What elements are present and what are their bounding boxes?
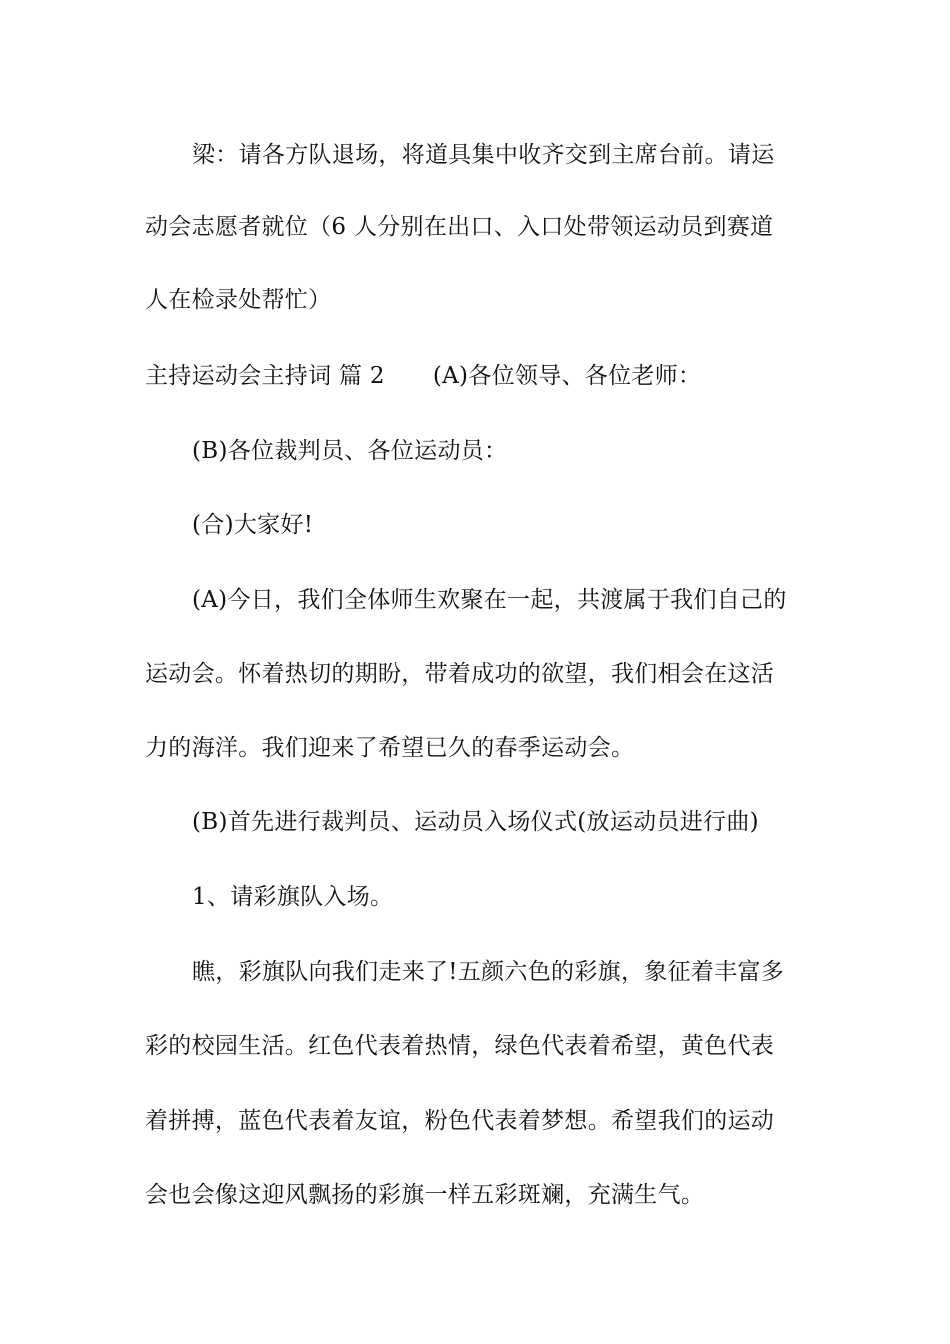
paragraph-line: (合)大家好!	[192, 512, 314, 538]
paragraph-line: 彩的校园生活。红色代表着热情，绿色代表着希望，黄色代表	[145, 1033, 775, 1059]
heading-text: (A)各位领导、各位老师：	[432, 363, 702, 389]
section-title: 主持运动会主持词 篇 2	[145, 363, 385, 389]
paragraph-line: 动会志愿者就位（6 人分别在出口、入口处带领运动员到赛道	[145, 214, 774, 240]
paragraph-line: 会也会像这迎风飘扬的彩旗一样五彩斑斓，充满生气。	[145, 1182, 705, 1208]
paragraph-line: 1、请彩旗队入场。	[192, 884, 394, 910]
paragraph-line: 着拼搏，蓝色代表着友谊，粉色代表着梦想。希望我们的运动	[145, 1108, 775, 1134]
paragraph-line: 瞧，彩旗队向我们走来了!五颜六色的彩旗，象征着丰富多	[192, 959, 785, 985]
section-heading	[145, 361, 825, 391]
paragraph-line: 力的海洋。我们迎来了希望已久的春季运动会。	[145, 735, 635, 761]
paragraph-line: 梁：请各方队退场，将道具集中收齐交到主席台前。请运	[192, 142, 775, 168]
paragraph-line: (A)今日，我们全体师生欢聚在一起，共渡属于我们自己的	[192, 587, 787, 613]
paragraph-line: 人在检录处帮忙）	[145, 287, 332, 313]
paragraph-line: (B)各位裁判员、各位运动员：	[192, 438, 508, 464]
paragraph-line: (B)首先进行裁判员、运动员入场仪式(放运动员进行曲)	[192, 809, 759, 835]
paragraph-line: 运动会。怀着热切的期盼，带着成功的欲望，我们相会在这活	[145, 661, 775, 687]
